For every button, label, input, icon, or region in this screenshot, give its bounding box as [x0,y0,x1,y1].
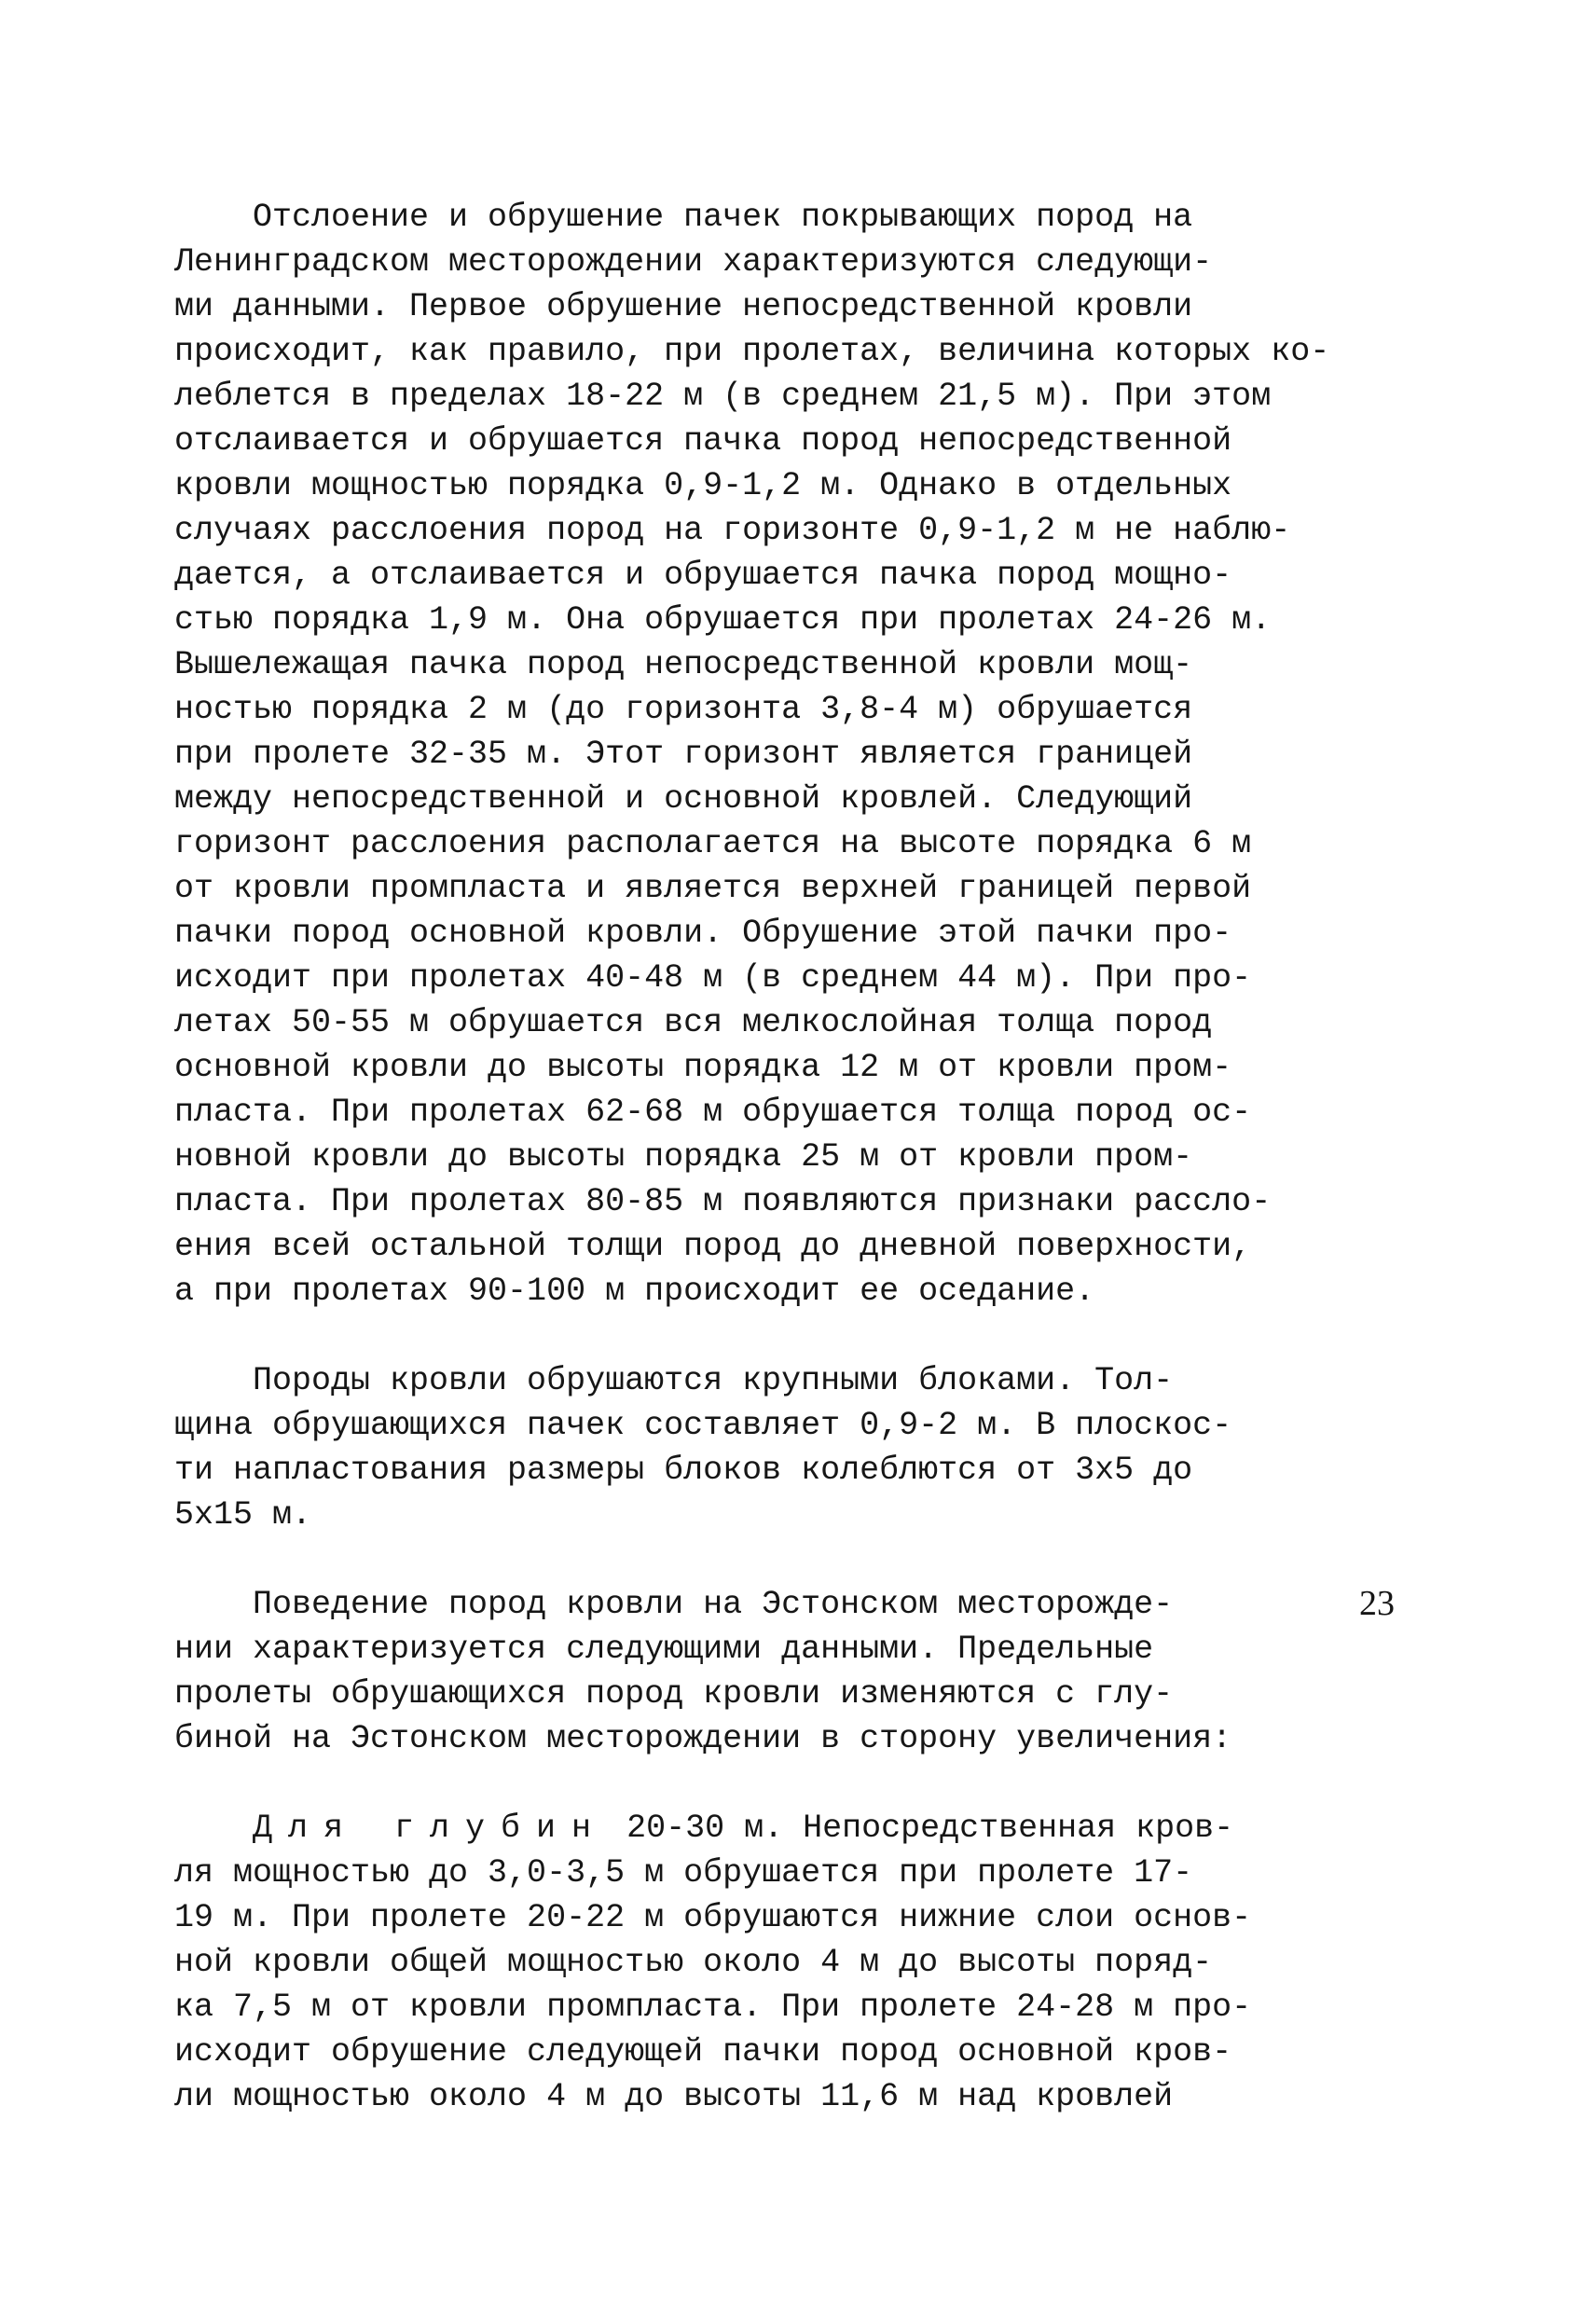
text-line: ка 7,5 м от кровли промпласта. При пролете 24-28 м про- [174,1989,1252,2026]
text-line: нии характеризуется следующими данными. Предельные [174,1631,1154,1668]
text-line: Породы кровли обрушаются крупными блоками. Тол- [174,1362,1174,1399]
text-line: летах 50-55 м обрушается вся мелкослойная толща пород [174,1004,1213,1041]
text-line: случаях расслоения пород на горизонте 0,9-1,2 м не наблю- [174,512,1291,549]
text-line: отслаивается и обрушается пачка пород непосредственной [174,422,1232,460]
text-line: ли мощностью около 4 м до высоты 11,6 м над кровлей [174,2078,1174,2115]
text-line: основной кровли до высоты порядка 12 м от кровли пром- [174,1049,1232,1086]
text-line [174,1806,1461,1851]
text-line: дается, а отслаивается и обрушается пачка пород мощно- [174,557,1232,594]
lead-line-rest: 20-30 м. Непосредственная кров- [607,1810,1234,1847]
text-line: ной кровли общей мощностью около 4 м до высоты поряд- [174,1944,1213,1981]
text-line: леблется в пределах 18-22 м (в среднем 21,5 м). При этом [174,378,1272,415]
text-line: а при пролетах 90-100 м происходит ее оседание. [174,1273,1095,1310]
text-line: новной кровли до высоты порядка 25 м от кровли пром- [174,1138,1193,1176]
text-line: стью порядка 1,9 м. Она обрушается при пролетах 24-26 м. [174,601,1272,639]
text-line: ностью порядка 2 м (до горизонта 3,8-4 м) обрушается [174,691,1193,728]
page-number: 23 [1359,1584,1395,1623]
text-line: исходит обрушение следующей пачки пород основной кров- [174,2033,1232,2071]
text-line: 19 м. При пролете 20-22 м обрушаются нижние слои основ- [174,1899,1252,1936]
text-line: между непосредственной и основной кровлей. Следующий [174,780,1193,818]
text-line: происходит, как правило, при пролетах, величина которых ко- [174,333,1330,370]
text-line: Отслоение и обрушение пачек покрывающих пород на [174,199,1193,236]
text-line: при пролете 32-35 м. Этот горизонт является границей [174,736,1193,773]
text-line: горизонт расслоения располагается на высоте порядка 6 м [174,825,1252,862]
text-line: пласта. При пролетах 80-85 м появляются признаки рассло- [174,1183,1272,1220]
paragraph-estonian [174,1582,1461,1761]
text-line: ти напластования размеры блоков колеблются от 3х5 до [174,1452,1193,1489]
text-line: ения всей остальной толщи пород до дневной поверхности, [174,1228,1252,1265]
text-line: биной на Эстонском месторождении в сторону увеличения: [174,1720,1232,1757]
text-line: Поведение пород кровли на Эстонском месторожде- [174,1586,1174,1623]
paragraph-leningrad [174,195,1461,1314]
text-line: пролеты обрушающихся пород кровли изменяются с глу- [174,1675,1174,1713]
text-line: кровли мощностью порядка 0,9-1,2 м. Однако в отдельных [174,467,1232,504]
body-text [174,195,1461,2119]
text-line: Вышележащая пачка пород непосредственной кровли мощ- [174,646,1193,683]
text-line: Ленинградском месторождении характеризуются следующи- [174,243,1213,281]
spaced-lead-text: Для глубин [253,1810,608,1847]
text-line: ми данными. Первое обрушение непосредственной кровли [174,288,1193,325]
paragraph-depth-20-30 [174,1806,1461,2119]
text-line: щина обрушающихся пачек составляет 0,9-2 м. В плоскос- [174,1407,1232,1444]
text-line: пласта. При пролетах 62-68 м обрушается толща пород ос- [174,1094,1252,1131]
text-line: пачки пород основной кровли. Обрушение этой пачки про- [174,915,1232,952]
paragraph-roof-blocks [174,1358,1461,1537]
text-line: исходит при пролетах 40-48 м (в среднем 44 м). При про- [174,959,1252,997]
text-line: ля мощностью до 3,0-3,5 м обрушается при пролете 17- [174,1854,1193,1892]
text-line: от кровли промпласта и является верхней границей первой [174,870,1252,907]
text-line: 5х15 м. [174,1496,312,1534]
